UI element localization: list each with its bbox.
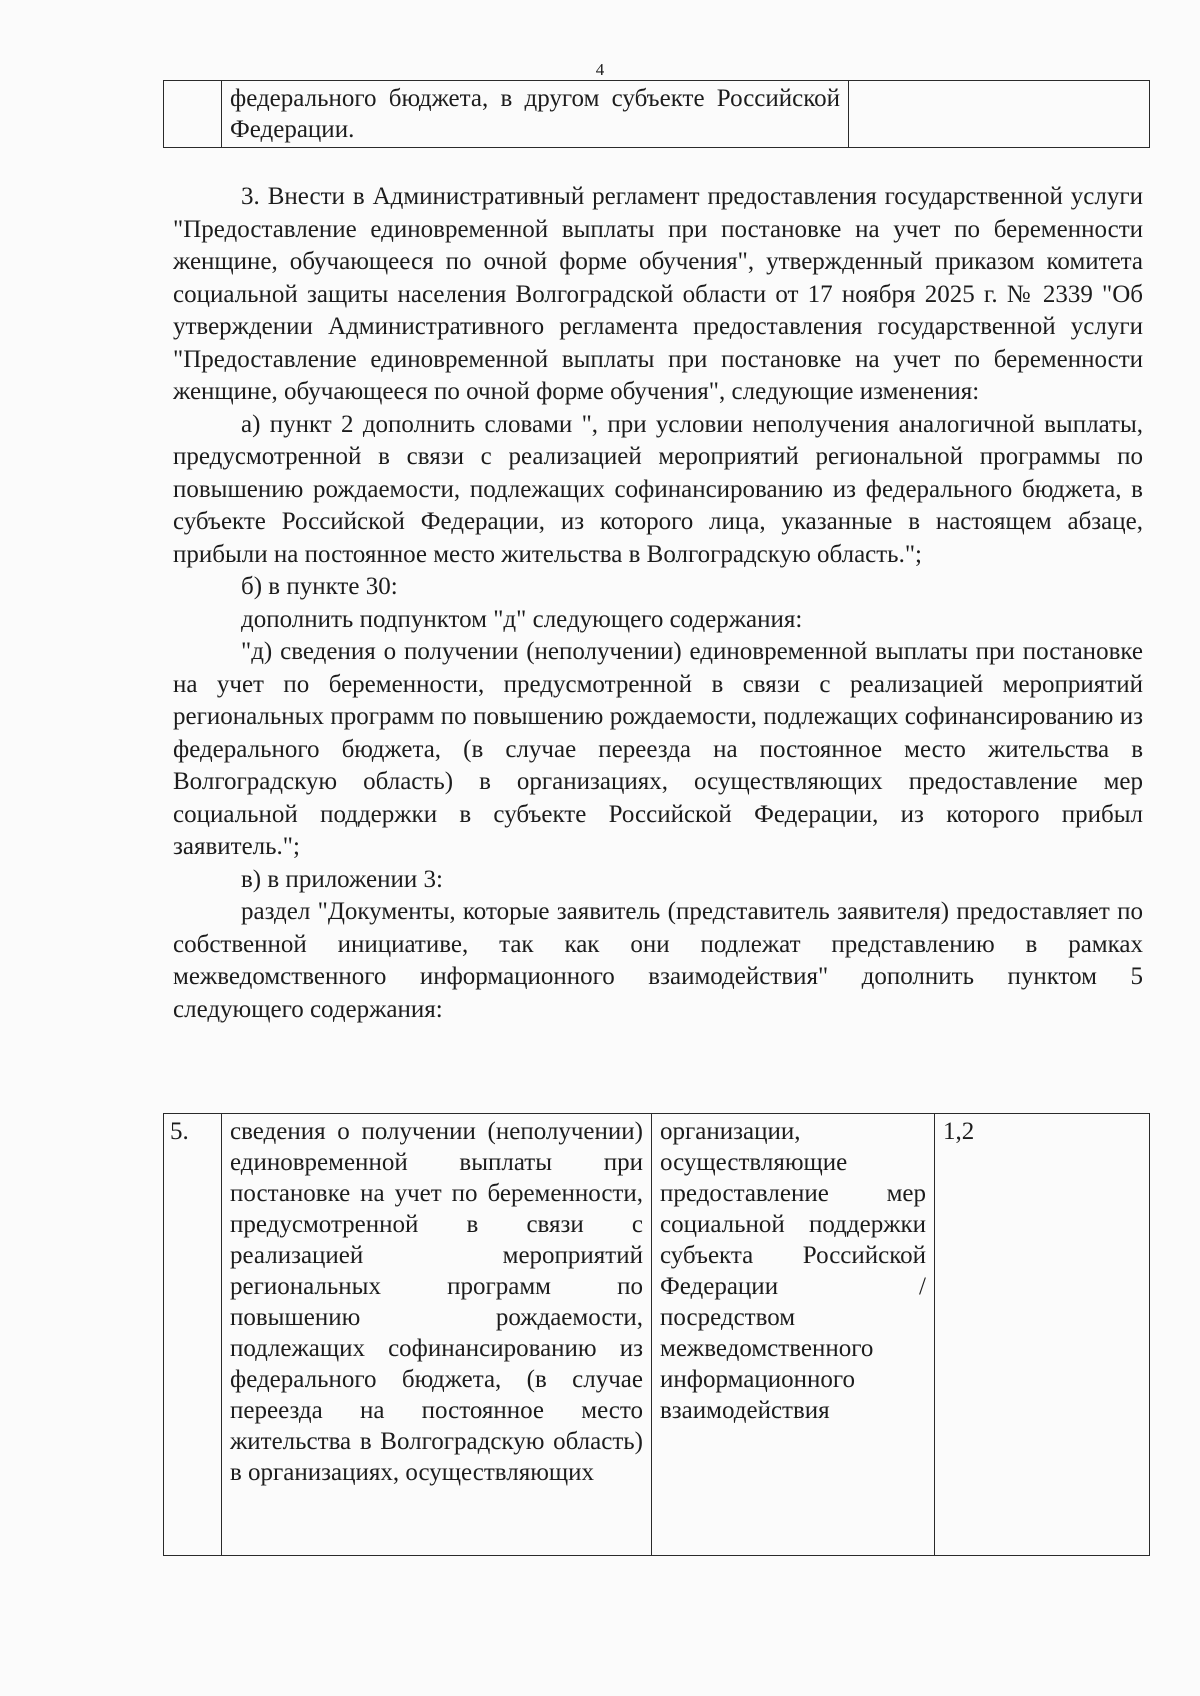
table-cell-source: [652, 1114, 935, 1556]
item-a: а) пункт 2 дополнить словами ", при условии неполучения аналогичной выплаты, предусмотренной в связи с реализацией мероприятий региональной программы по повышению рождаемости, подлежащих софинансированию из федерального бюджета, в субъекте Российской Федерации, из которого лица, указанные в настоящем абзаце, прибыли на постоянное место жительства в Волгоградскую область.";: [173, 410, 1143, 568]
top-table-text: федерального бюджета, в другом субъекте Российской Федерации.: [230, 85, 840, 143]
item-b: б) в пункте 30:: [241, 573, 398, 600]
page-number: 4: [595, 60, 605, 79]
row-source: организации, осуществляющие предоставление мер социальной поддержки субъекта Российской Федерации / посредством межведомственного информационного взаимодействия: [660, 1118, 926, 1424]
table-cell-description: [222, 1114, 652, 1556]
table-cell-code: [935, 1114, 1150, 1556]
table-cell-empty: [849, 81, 1150, 148]
item-b-text: "д) сведения о получении (неполучении) единовременной выплаты при постановке на учет по беременности, предусмотренной в связи с реализацией мероприятий региональных программ по повышению рождаемости, подлежащих софинансированию из федерального бюджета, (в случае переезда на постоянное место жительства в Волгоградскую область) в организациях, осуществляющих предоставление мер социальной поддержки в субъекте Российской Федерации, из которого прибыл заявитель.";: [173, 638, 1143, 860]
row-description: сведения о получении (неполучении) единовременной выплаты при постановке на учет по беременности, предусмотренной в связи с реализацией мероприятий региональных программ по повышению рождаемости, подлежащих софинансированию из федерального бюджета, (в случае переезда на постоянное место жительства в Волгоградскую область) в организациях, осуществляющих: [230, 1118, 643, 1486]
row-code: 1,2: [943, 1118, 975, 1145]
section-3-intro: 3. Внести в Административный регламент предоставления государственной услуги "Предоставление единовременной выплаты при постановке на учет по беременности женщине, обучающееся по очной форме обучения", утвержденный приказом комитета социальной защиты населения Волгоградской области от 17 ноября 2025 г. № 2339 "Об утверждении Административного регламента предоставления государственной услуги "Предоставление единовременной выплаты при постановке на учет по беременности женщине, обучающееся по очной форме обучения", следующие изменения:: [173, 183, 1143, 405]
table-cell-text: [222, 81, 849, 148]
table-cell-empty: [164, 81, 222, 148]
table-row: [164, 81, 1150, 148]
row-number: 5.: [170, 1118, 189, 1145]
item-v: в) в приложении 3:: [241, 865, 443, 893]
item-v-text: раздел "Документы, которые заявитель (представитель заявителя) предоставляет по собственной инициативе, так как они подлежат представлению в рамках межведомственного информационного взаимодействия" дополнить пунктом 5 следующего содержания:: [173, 898, 1143, 1023]
table-row: [164, 1114, 1150, 1556]
item-b-subheading: дополнить подпунктом "д" следующего содержания:: [241, 605, 803, 633]
table-cell-number: [164, 1114, 222, 1556]
document-body: [173, 181, 1143, 1026]
top-table: [163, 80, 1150, 148]
bottom-table: [163, 1113, 1150, 1556]
